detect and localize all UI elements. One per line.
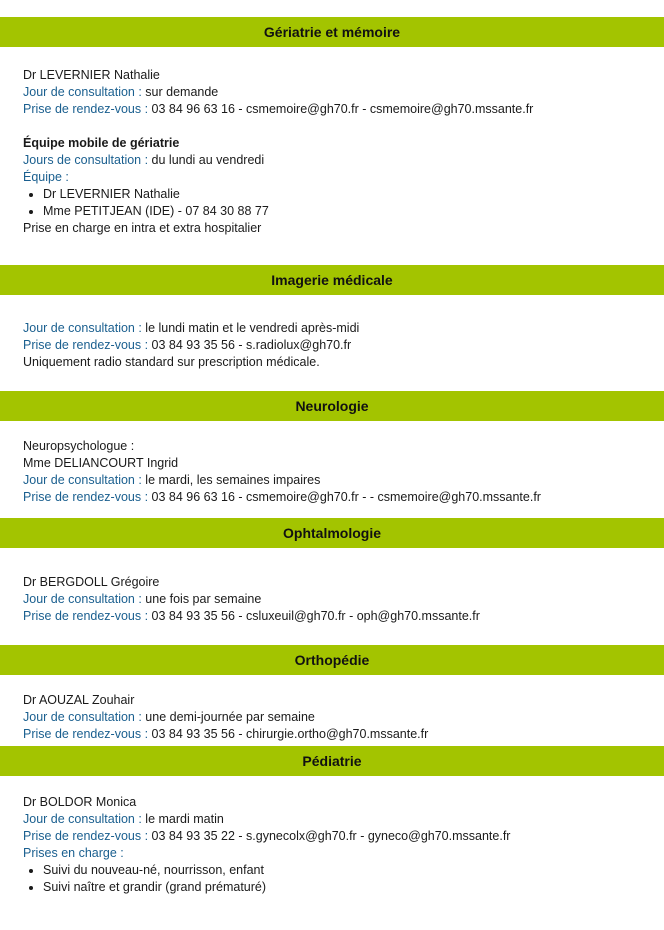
consultation-day-label: Jour de consultation : [23, 812, 142, 826]
section-header-ophtalmologie [0, 518, 664, 548]
consultation-day [23, 84, 653, 101]
appointment [23, 828, 653, 845]
section-title: Pédiatrie [302, 753, 362, 769]
care-label: Prises en charge : [23, 846, 124, 860]
appointment-value: 03 84 93 35 56 - csluxeuil@gh70.fr - oph@gh70.mssante.fr [148, 609, 480, 623]
section-header-imagerie [0, 265, 664, 295]
consultation-day-value: le lundi matin et le vendredi après-midi [141, 321, 360, 335]
appointment [23, 101, 653, 118]
appointment-label: Prise de rendez-vous : [23, 490, 149, 504]
appointment-label: Prise de rendez-vous : [23, 102, 149, 116]
appointment-label: Prise de rendez-vous : [23, 338, 149, 352]
imaging-note: Uniquement radio standard sur prescription médicale. [23, 355, 320, 369]
doctor-name: Dr BERGDOLL Grégoire [23, 575, 160, 589]
appointment [23, 726, 653, 743]
section-header-orthopedie [0, 645, 664, 675]
doctor-role: Neuropsychologue : [23, 439, 135, 453]
section-body-geriatrie [23, 67, 653, 237]
list-item: • Suivi naître et grandir (grand prématuré) [43, 879, 653, 896]
section-body-pediatrie [23, 794, 653, 896]
consultation-day [23, 811, 653, 828]
consultation-day-value: le mardi matin [141, 812, 224, 826]
list-item: • Dr LEVERNIER Nathalie [43, 186, 653, 203]
section-body-imagerie [23, 320, 653, 371]
team-list [23, 186, 653, 220]
appointment-value: 03 84 93 35 56 - s.radiolux@gh70.fr [148, 338, 352, 352]
consultation-day [23, 709, 653, 726]
appointment-value: 03 84 96 63 16 - csmemoire@gh70.fr - - csmemoire@gh70.mssante.fr [148, 490, 541, 504]
mobile-team-days [23, 152, 653, 169]
appointment-label: Prise de rendez-vous : [23, 727, 149, 741]
appointment [23, 337, 653, 354]
list-item: • Suivi du nouveau-né, nourrisson, enfant [43, 862, 653, 879]
section-body-orthopedie [23, 692, 653, 743]
doctor-name: Dr BOLDOR Monica [23, 795, 137, 809]
team-label: Équipe : [23, 170, 69, 184]
section-header-pediatrie [0, 746, 664, 776]
mobile-team-days-value: du lundi au vendredi [148, 153, 265, 167]
section-title: Neurologie [295, 398, 369, 414]
appointment-value: 03 84 93 35 22 - s.gynecolx@gh70.fr - gyneco@gh70.mssante.fr [148, 829, 511, 843]
consultation-day-label: Jour de consultation : [23, 473, 142, 487]
consultation-day-value: le mardi, les semaines impaires [141, 473, 321, 487]
consultation-day [23, 472, 653, 489]
mobile-team-days-label: Jours de consultation : [23, 153, 149, 167]
consultation-day-value: sur demande [141, 85, 219, 99]
section-title: Gériatrie et mémoire [263, 24, 401, 40]
care-note: Prise en charge en intra et extra hospitalier [23, 221, 262, 235]
section-body-neurologie [23, 438, 653, 506]
list-item: • Mme PETITJEAN (IDE) - 07 84 30 88 77 [43, 203, 653, 220]
care-list [23, 862, 653, 896]
consultation-day-value: une demi-journée par semaine [141, 710, 315, 724]
appointment-label: Prise de rendez-vous : [23, 829, 149, 843]
appointment-label: Prise de rendez-vous : [23, 609, 149, 623]
doctor-name: Dr AOUZAL Zouhair [23, 693, 135, 707]
section-title: Ophtalmologie [283, 525, 381, 541]
section-title: Imagerie médicale [271, 272, 393, 288]
section-body-ophtalmologie [23, 574, 653, 625]
appointment [23, 608, 653, 625]
doctor-name: Mme DELIANCOURT Ingrid [23, 456, 179, 470]
doctor-name: Dr LEVERNIER Nathalie [23, 68, 160, 82]
consultation-day-label: Jour de consultation : [23, 592, 142, 606]
consultation-day-label: Jour de consultation : [23, 85, 142, 99]
section-title: Orthopédie [294, 652, 370, 668]
consultation-day-value: une fois par semaine [141, 592, 262, 606]
consultation-day-label: Jour de consultation : [23, 710, 142, 724]
consultation-day [23, 320, 653, 337]
section-header-neurologie [0, 391, 664, 421]
appointment-value: 03 84 96 63 16 - csmemoire@gh70.fr - csmemoire@gh70.mssante.fr [148, 102, 534, 116]
section-header-geriatrie [0, 17, 664, 47]
appointment [23, 489, 653, 506]
mobile-team-title: Équipe mobile de gériatrie [23, 136, 180, 150]
consultation-day [23, 591, 653, 608]
appointment-value: 03 84 93 35 56 - chirurgie.ortho@gh70.mssante.fr [148, 727, 429, 741]
consultation-day-label: Jour de consultation : [23, 321, 142, 335]
